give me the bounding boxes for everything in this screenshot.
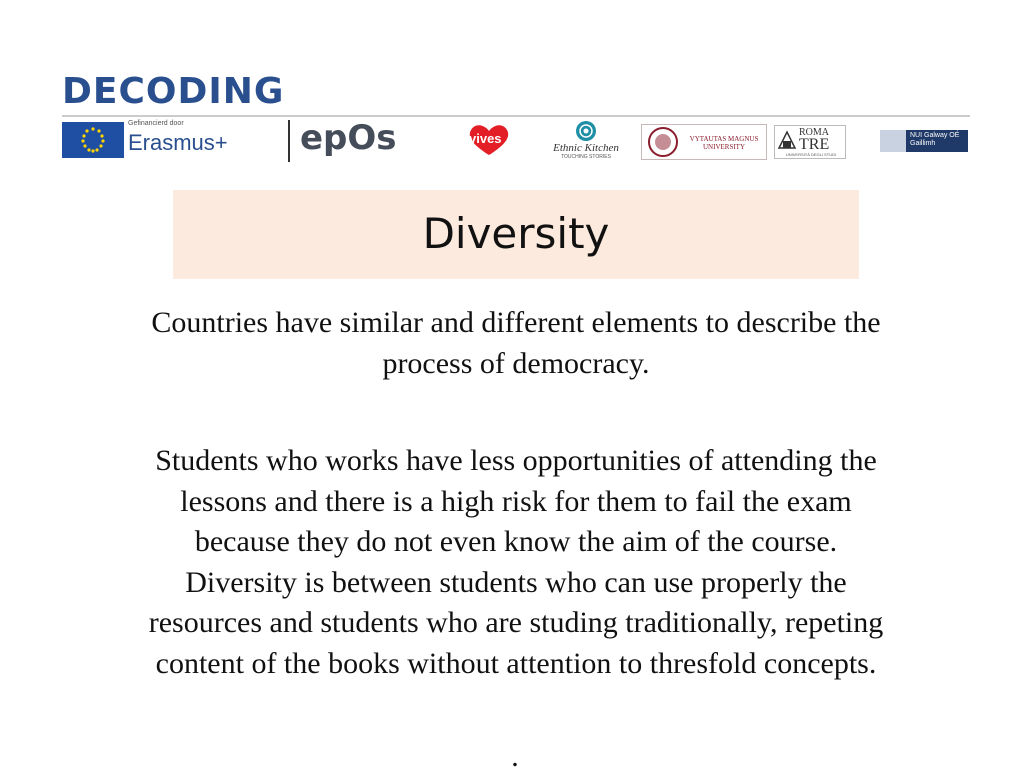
- slide-title: Diversity: [422, 209, 610, 258]
- paragraph-democracy: Countries have similar and different elements to describe the process of democracy.: [151, 306, 881, 380]
- trailing-mark: .: [511, 740, 519, 773]
- ethnic-kitchen-name: Ethnic Kitchen: [553, 142, 619, 154]
- roma-tre-line3: UNIVERSITÀ DEGLI STUDI: [785, 152, 837, 157]
- eu-flag-icon: [62, 122, 124, 158]
- ethnic-kitchen-spiral-icon: [574, 120, 598, 142]
- vmu-logo: [641, 124, 767, 160]
- erasmus-logo: [62, 118, 282, 160]
- vives-name: vives: [469, 131, 502, 146]
- brand-logo-decoding: DECODING: [62, 71, 285, 112]
- vives-logo: [467, 123, 511, 157]
- roma-tre-line1: ROMA: [799, 127, 830, 138]
- nui-galway-name: NUI Galway OÉ Gaillimh: [910, 132, 960, 147]
- nui-galway-crest-icon: [880, 130, 906, 152]
- paragraph-students-diversity: Students who works have less opportunities of attending the lessons and there is a high risk for them to fail the exam because they do not even know the aim of the course. Diversity is between students who can use properly the resources and students who are studing traditionally, repeting content of the books without attention to thresfold concepts.: [148, 444, 884, 680]
- ethnic-kitchen-tagline: TOUCHING STORIES: [561, 154, 611, 160]
- erasmus-funded-note: Gefinancierd door: [128, 120, 184, 127]
- roma-tre-line2: TRE: [799, 136, 830, 153]
- roma-tre-emblem-icon: [777, 128, 797, 150]
- nui-galway-logo: [880, 130, 968, 152]
- vmu-seal-icon: [646, 126, 680, 158]
- ethnic-kitchen-logo: [546, 120, 626, 162]
- header-divider: [62, 115, 970, 117]
- epos-logo: epOs: [300, 118, 397, 158]
- roma-tre-logo: [774, 125, 846, 159]
- title-banner: [173, 190, 859, 279]
- erasmus-name: Erasmus+: [128, 130, 228, 155]
- vmu-name: VYTAUTAS MAGNUS UNIVERSITY: [689, 135, 759, 151]
- logo-separator: [288, 120, 290, 162]
